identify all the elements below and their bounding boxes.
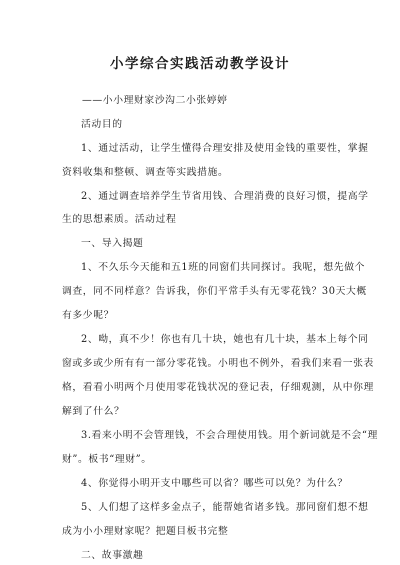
paragraph-line: 5、人们想了这样多金点子，能帮她省诸多钱。那同窗们想不想: [81, 502, 369, 513]
paragraph-line: 3.看来小明不会管理钱，不会合理使用钱。用个新词就是不会“理: [81, 430, 378, 441]
paragraph-line: 2、通过调查培养学生节省用钱、合理消费的良好习惯，提高学: [81, 191, 369, 202]
paragraph-line: 调查，同不同样意？告诉我，你们平常手头有无零花钱？30天大概: [62, 286, 367, 297]
paragraph-line: 资料收集和整顿、调查等实践措施。: [62, 167, 229, 178]
paragraph-line: 4、你觉得小明开支中哪些可以省？哪些可以免？为什么？: [81, 478, 348, 489]
author-subtitle: ——小小理财家沙沟二小张婷婷: [82, 95, 228, 106]
paragraph-line: 格，看看小明两个月使用零花钱状况的登记表，仔细观测，从中你理: [62, 382, 374, 393]
paragraph-line: 有多少呢？: [62, 310, 114, 321]
document-title: 小学综合实践活动教学设计: [110, 56, 290, 72]
section-heading-purpose: 活动目的: [81, 119, 123, 130]
paragraph-line: 财”。板书“理财”。: [62, 454, 152, 465]
paragraph-line: 解到了什么？: [62, 406, 125, 417]
paragraph-line: 1、不久乐今天能和五1班的同窗们共同探讨。我呢，想先做个: [81, 262, 365, 273]
paragraph-line: 1、通过活动，让学生懂得合理安排及使用金钱的重要性，掌握: [81, 143, 369, 154]
paragraph-line: 成为小小理财家呢？把题目板书完整: [62, 526, 229, 537]
paragraph-line: 2、呦，真不少！你也有几十块，她也有几十块，基本上每个同: [81, 334, 369, 345]
section-heading-story: 二、故事激趣: [81, 550, 144, 561]
paragraph-line: 生的思想素质。活动过程: [62, 214, 177, 225]
paragraph-line: 窗或多或少所有有一部分零花钱。小明也不例外，看我们来看一张表: [62, 358, 374, 369]
section-heading-intro: 一、导入揭题: [81, 238, 144, 249]
